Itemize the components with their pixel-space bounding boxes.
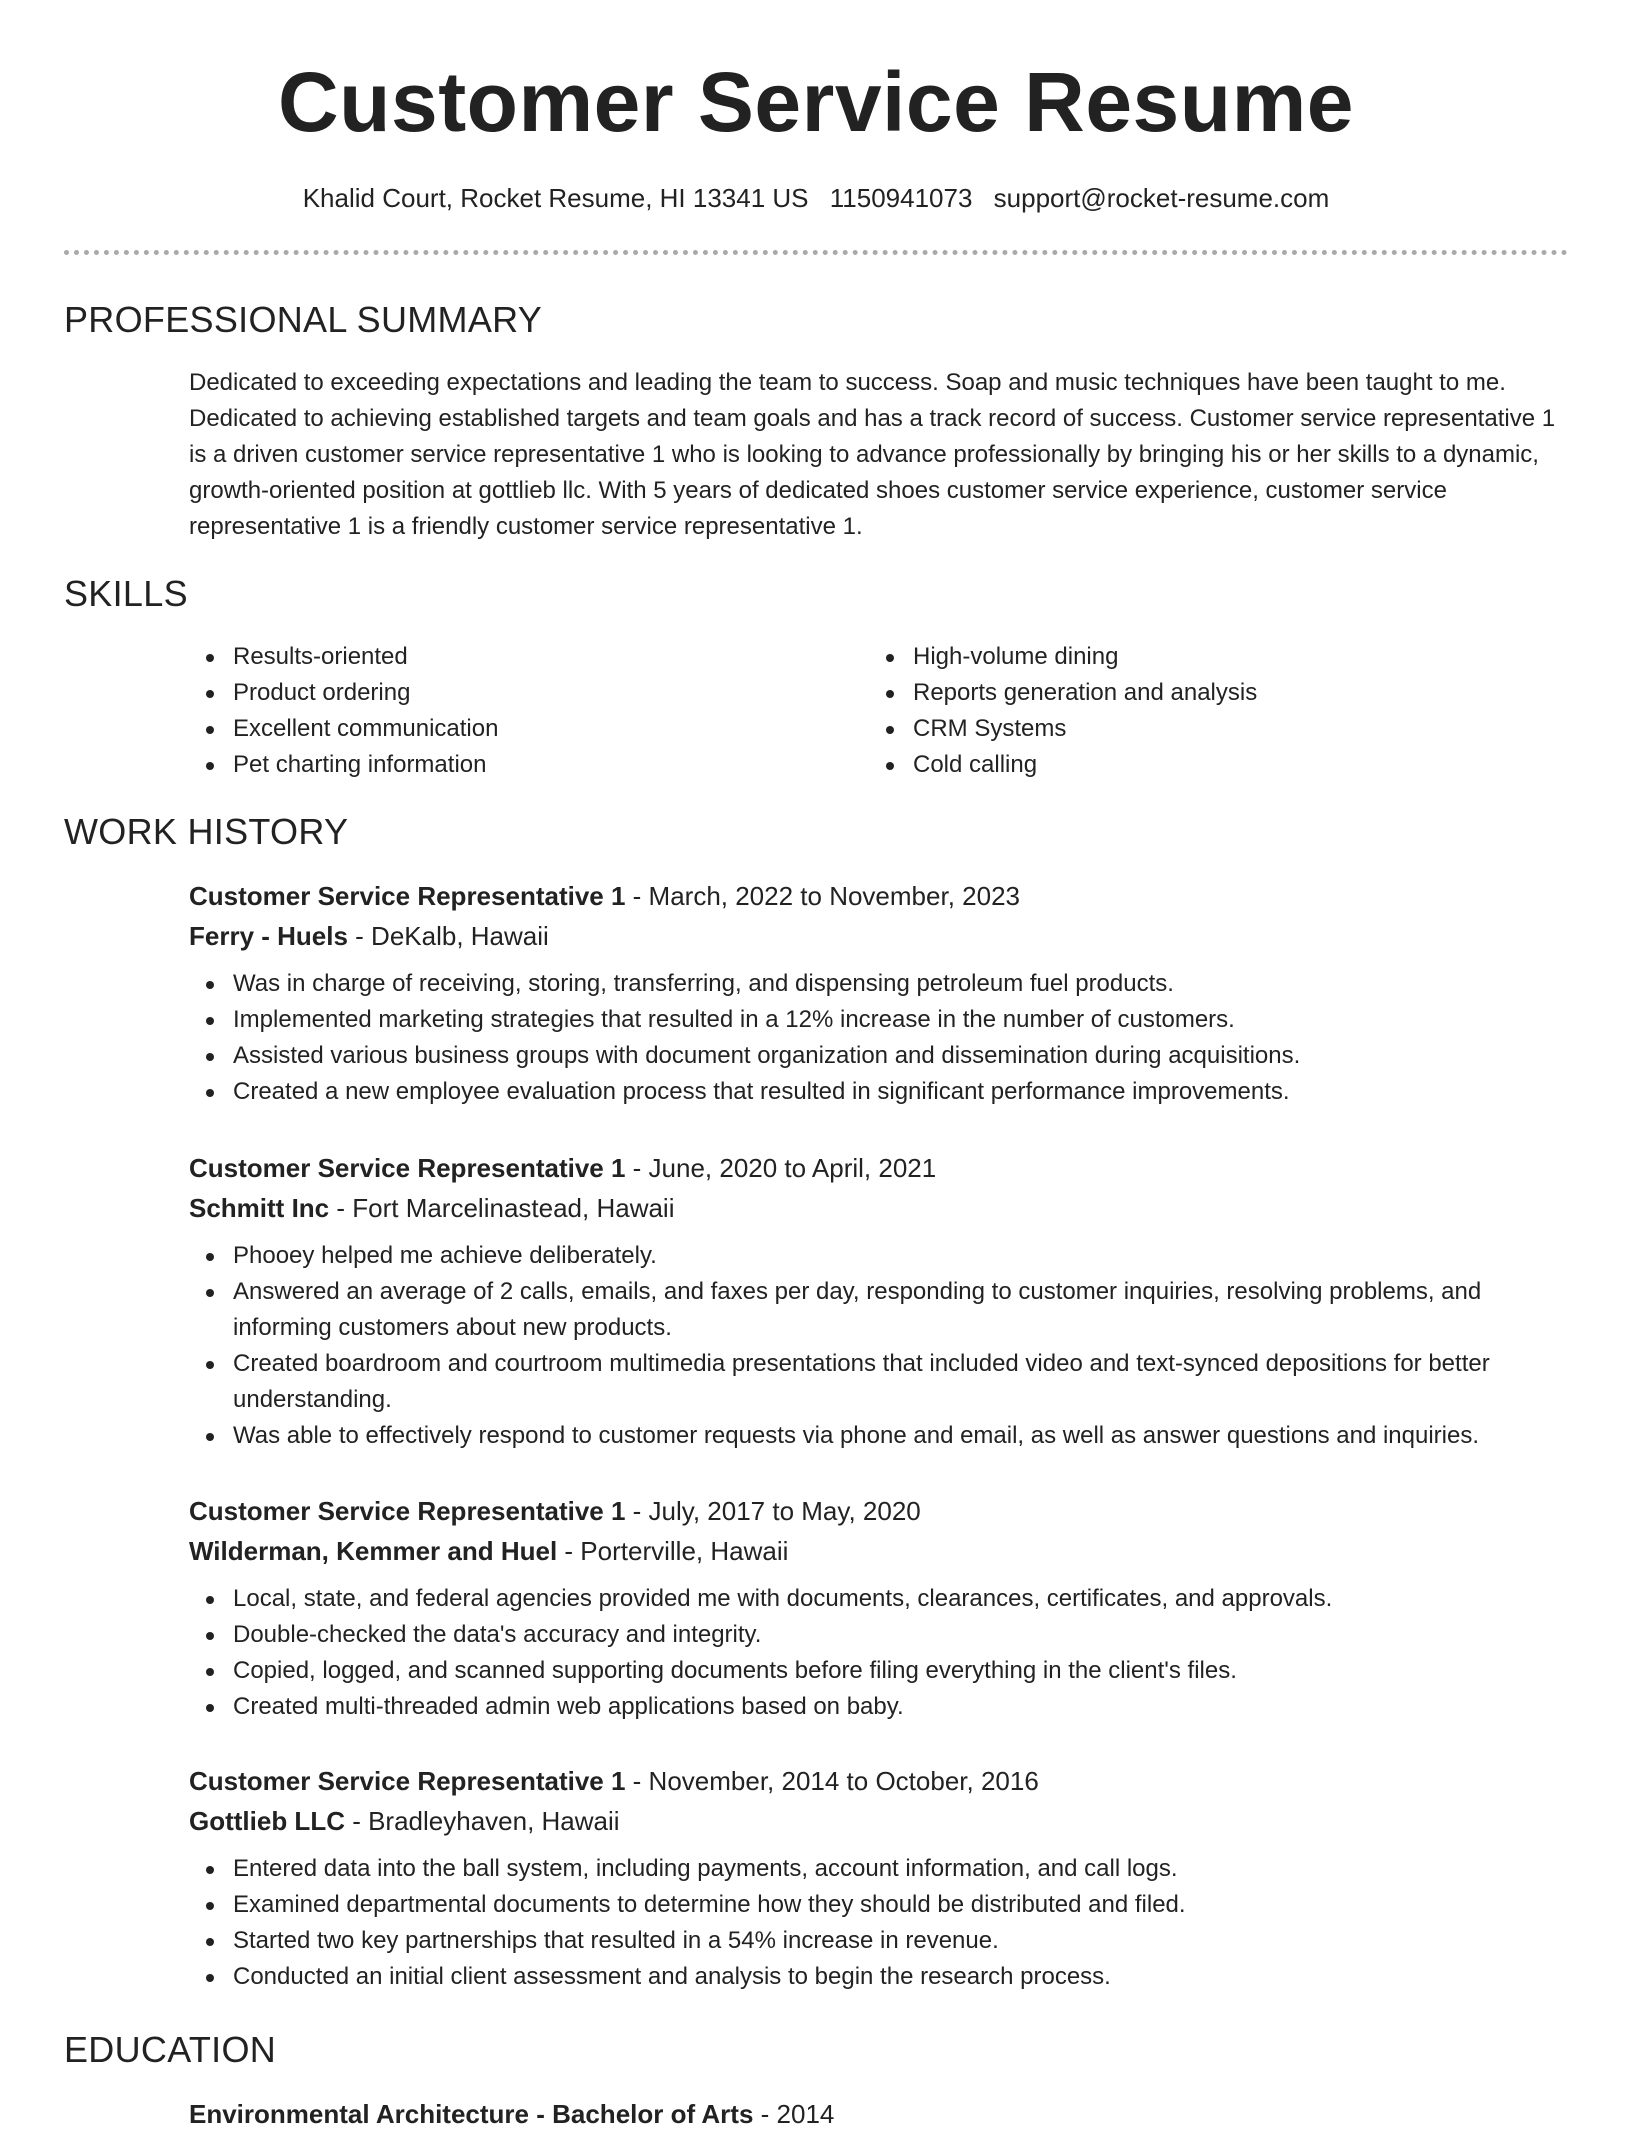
job-company: Ferry - Huels <box>189 921 348 951</box>
job-employer <box>189 918 1579 954</box>
education-degree: Environmental Architecture - Bachelor of Arts <box>189 2099 754 2129</box>
skill-item: Cold calling <box>869 747 1509 783</box>
job-bullet: Created multi-threaded admin web applications based on baby. <box>189 1689 1579 1725</box>
job-bullet: Phooey helped me achieve deliberately. <box>189 1238 1579 1274</box>
skill-item: Results-oriented <box>189 639 829 675</box>
job-company: Gottlieb LLC <box>189 1806 345 1836</box>
job-heading <box>189 1763 1579 1799</box>
job-entry <box>189 878 1579 1110</box>
job-bullets <box>189 1238 1579 1454</box>
resume-title: Customer Service Resume <box>278 55 1354 149</box>
job-heading <box>189 878 1579 914</box>
job-location: - DeKalb, Hawaii <box>347 921 549 951</box>
job-dates: - June, 2020 to April, 2021 <box>625 1153 937 1183</box>
skill-item: High-volume dining <box>869 639 1509 675</box>
job-heading <box>189 1150 1579 1186</box>
job-bullet: Examined departmental documents to determine how they should be distributed and filed. <box>189 1887 1579 1923</box>
skill-item: CRM Systems <box>869 711 1509 747</box>
skill-item: Pet charting information <box>189 747 829 783</box>
skills-list-right <box>869 639 1509 783</box>
job-bullets <box>189 1851 1579 1995</box>
job-bullets <box>189 1581 1579 1725</box>
contact-line <box>0 180 1632 216</box>
job-entry <box>189 1150 1579 1454</box>
job-bullet: Assisted various business groups with document organization and dissemination during acquisitions. <box>189 1038 1579 1074</box>
skill-item: Excellent communication <box>189 711 829 747</box>
job-bullets <box>189 966 1579 1110</box>
job-location: - Porterville, Hawaii <box>557 1536 789 1566</box>
contact-address: Khalid Court, Rocket Resume, HI 13341 US <box>302 183 809 213</box>
job-bullet: Created a new employee evaluation process that resulted in significant performance improvements. <box>189 1074 1579 1110</box>
skill-item: Product ordering <box>189 675 829 711</box>
job-dates: - July, 2017 to May, 2020 <box>625 1496 921 1526</box>
job-bullet: Was able to effectively respond to customer requests via phone and email, as well as answer questions and inquiries. <box>189 1418 1579 1454</box>
job-employer <box>189 1190 1579 1226</box>
education-entry <box>189 2096 834 2132</box>
job-heading <box>189 1493 1579 1529</box>
header-divider <box>64 250 1568 255</box>
job-entry <box>189 1763 1579 1995</box>
job-location: - Fort Marcelinastead, Hawaii <box>329 1193 675 1223</box>
section-title-summary: PROFESSIONAL SUMMARY <box>64 299 543 340</box>
job-bullet: Entered data into the ball system, including payments, account information, and call logs. <box>189 1851 1579 1887</box>
job-bullet: Local, state, and federal agencies provided me with documents, clearances, certificates, and approvals. <box>189 1581 1579 1617</box>
job-entry <box>189 1493 1579 1725</box>
job-bullet: Was in charge of receiving, storing, transferring, and dispensing petroleum fuel products. <box>189 966 1579 1002</box>
job-dates: - November, 2014 to October, 2016 <box>625 1766 1039 1796</box>
section-title-work: WORK HISTORY <box>64 811 349 852</box>
job-title: Customer Service Representative 1 <box>189 1153 626 1183</box>
job-bullet: Started two key partnerships that resulted in a 54% increase in revenue. <box>189 1923 1579 1959</box>
job-bullet: Conducted an initial client assessment and analysis to begin the research process. <box>189 1959 1579 1995</box>
section-title-skills: SKILLS <box>64 573 188 614</box>
job-company: Wilderman, Kemmer and Huel <box>189 1536 558 1566</box>
job-bullet: Answered an average of 2 calls, emails, and faxes per day, responding to customer inquiries, resolving problems, and informing customers about new products. <box>189 1274 1579 1346</box>
education-year: - 2014 <box>753 2099 835 2129</box>
job-bullet: Created boardroom and courtroom multimedia presentations that included video and text-synced depositions for better understanding. <box>189 1346 1579 1418</box>
job-bullet: Double-checked the data's accuracy and integrity. <box>189 1617 1579 1653</box>
job-employer <box>189 1533 1579 1569</box>
section-title-education: EDUCATION <box>64 2029 277 2070</box>
job-title: Customer Service Representative 1 <box>189 1496 626 1526</box>
job-bullet: Copied, logged, and scanned supporting documents before filing everything in the client's files. <box>189 1653 1579 1689</box>
skill-item: Reports generation and analysis <box>869 675 1509 711</box>
contact-email[interactable]: support@rocket-resume.com <box>993 183 1330 213</box>
job-employer <box>189 1803 1579 1839</box>
skills-list-left <box>189 639 829 783</box>
job-title: Customer Service Representative 1 <box>189 881 626 911</box>
contact-phone[interactable]: 1150941073 <box>829 183 973 213</box>
job-dates: - March, 2022 to November, 2023 <box>625 881 1020 911</box>
job-location: - Bradleyhaven, Hawaii <box>344 1806 620 1836</box>
job-bullet: Implemented marketing strategies that resulted in a 12% increase in the number of customers. <box>189 1002 1579 1038</box>
job-title: Customer Service Representative 1 <box>189 1766 626 1796</box>
job-company: Schmitt Inc <box>189 1193 330 1223</box>
summary-text: Dedicated to exceeding expectations and leading the team to success. Soap and music techniques have been taught to me. Dedicated to achieving established targets and team goals and has a track record of success. Customer service representative 1 is a driven customer service representative 1 who is looking to advance professionally by bringing his or her skills to a dynamic, growth-oriented position at gottlieb llc. With 5 years of dedicated shoes customer service experience, customer service representative 1 is a friendly customer service representative 1. <box>189 369 1556 540</box>
